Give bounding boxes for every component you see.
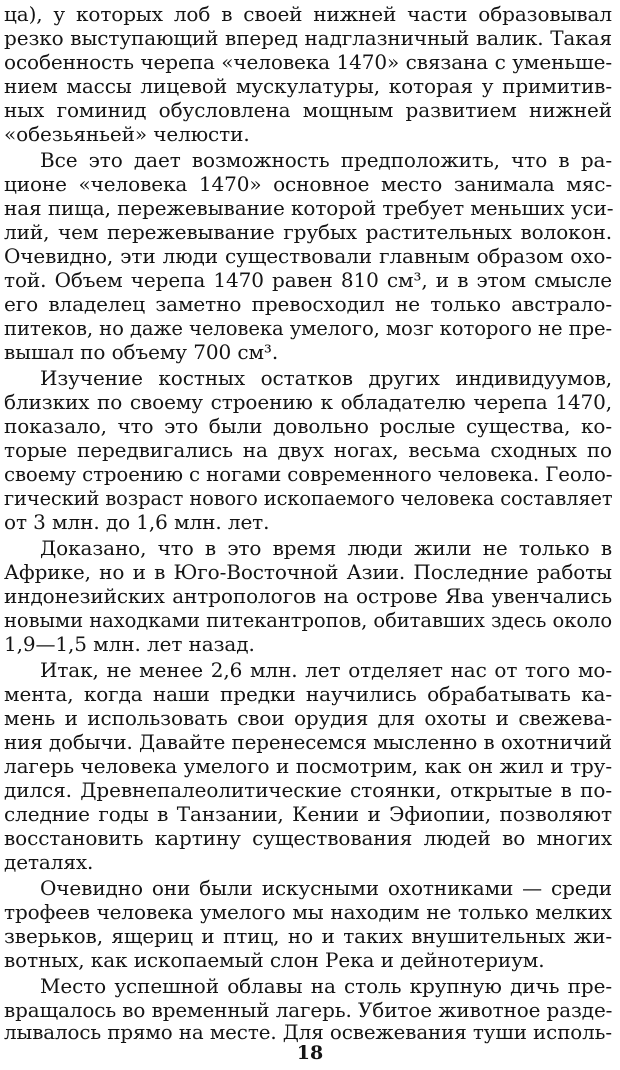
text-line: Изучение костных остатков других индивидуумов, — [40, 366, 612, 390]
text-line: лывалось прямо на месте. Для освежевания туши исполь- — [4, 1020, 612, 1044]
text-line: Африке, но и в Юго-Восточной Азии. Последние работы — [4, 560, 612, 584]
text-line: трофеев человека умелого мы находим не только мелких — [4, 900, 612, 924]
text-line: торые передвигались на двух ногах, весьма сходных по — [4, 438, 612, 462]
text-line: гический возраст нового ископаемого человека составляет — [4, 486, 613, 510]
text-line: лагерь человека умелого и посмотрим, как он жил и тру- — [4, 754, 612, 778]
text-line: резко выступающий вперед надглазничный валик. Такая — [4, 26, 612, 50]
text-line: вращалось во временный лагерь. Убитое животное разде- — [4, 998, 613, 1022]
text-line: Очевидно, эти люди существовали главным образом охо- — [4, 244, 612, 268]
text-line: деталях. — [4, 850, 94, 874]
text-line: ца), у которых лоб в своей нижней части образовывал — [4, 2, 612, 26]
text-line: Итак, не менее 2,6 млн. лет отделяет нас от того мо- — [40, 658, 612, 682]
text-line: ционе «человека 1470» основное место занимала мяс- — [4, 172, 612, 196]
text-line: Все это дает возможность предположить, что в ра- — [40, 148, 612, 172]
text-line: показало, что это были довольно рослые существа, ко- — [4, 414, 612, 438]
text-line: близких по своему строению к обладателю черепа 1470, — [4, 390, 612, 414]
text-line: ния добычи. Давайте перенесемся мысленно в охотничий — [4, 730, 612, 754]
text-line: его владелец заметно превосходил не только австрало- — [4, 292, 612, 316]
text-line: 1,9—1,5 млн. лет назад. — [4, 632, 255, 656]
text-line: зверьков, ящериц и птиц, но и таких внушительных жи- — [4, 924, 612, 948]
text-line: своему строению с ногами современного человека. Геоло- — [4, 462, 613, 486]
text-line: вотных, как ископаемый слон Река и дейнотериум. — [4, 948, 545, 972]
text-line: питеков, но даже человека умелого, мозг которого не пре- — [4, 316, 613, 340]
text-line: индонезийских антропологов на острове Ява увенчались — [4, 584, 612, 608]
text-line: ных гоминид обусловлена мощным развитием нижней — [4, 98, 612, 122]
text-line: особенность черепа «человека 1470» связана с уменьше- — [4, 50, 612, 74]
page-continuation — [4, 0, 612, 1070]
text-line: той. Объем черепа 1470 равен 810 см³, и в этом смысле — [4, 268, 612, 292]
text-line: мень и использовать свои орудия для охоты и свежева- — [4, 706, 612, 730]
text-line: следние годы в Танзании, Кении и Эфиопии, позволяют — [4, 802, 612, 826]
text-line: Место успешной облавы на столь крупную дичь пре- — [40, 974, 612, 998]
page-number: 18 — [296, 1042, 324, 1064]
text-line: вышал по объему 700 см³. — [4, 340, 279, 364]
text-line: Очевидно они были искусными охотниками — среди — [40, 876, 612, 900]
text-line: Доказано, что в это время люди жили не только в — [40, 536, 612, 560]
text-line: ная пища, пережевывание которой требует меньших уси- — [4, 196, 614, 220]
text-line: новыми находками питекантропов, обитавших здесь около — [4, 608, 613, 632]
text-line: «обезьяньей» челюсти. — [4, 122, 250, 146]
text-line: лий, чем пережевывание грубых растительных волокон. — [4, 220, 612, 244]
text-line: нием массы лицевой мускулатуры, которая у примитив- — [4, 74, 612, 98]
text-line: от 3 млн. до 1,6 млн. лет. — [4, 510, 270, 534]
text-line: мента, когда наши предки научились обрабатывать ка- — [4, 682, 612, 706]
text-line: дился. Древнепалеолитические стоянки, открытые в по- — [4, 778, 612, 802]
text-line: восстановить картину существования людей во многих — [4, 826, 612, 850]
